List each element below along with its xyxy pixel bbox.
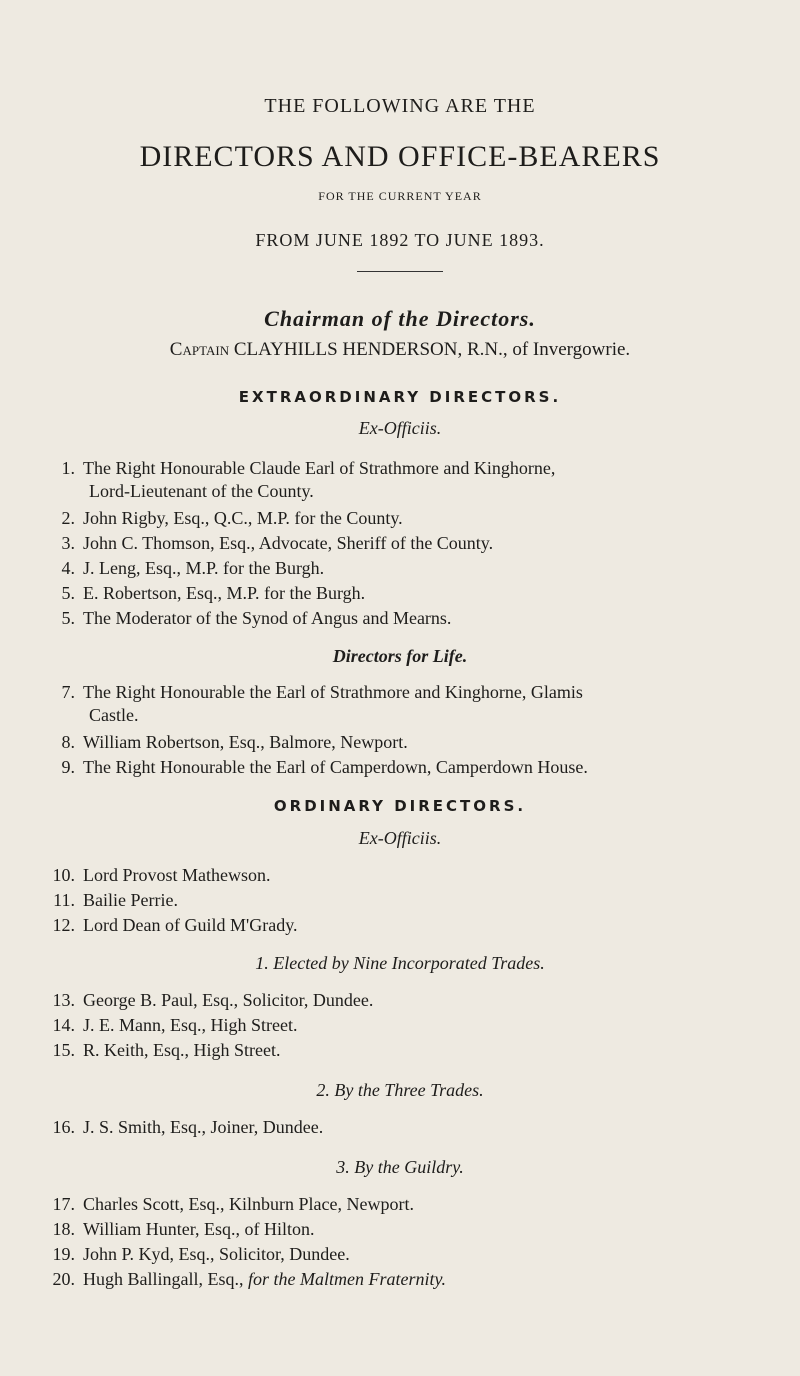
chairman-name: CLAYHILLS HENDERSON, R.N., of Invergowrie. [233, 339, 631, 360]
list-item: 3. John C. Thomson, Esq., Advocate, Sheriff of the County. [61, 533, 494, 553]
list-item: 14. J. E. Mann, Esq., High Street. [52, 1015, 298, 1035]
chairman-line [0, 339, 800, 361]
group-heading-three-trades: 2. By the Three Trades. [316, 1080, 484, 1100]
list-item: 5. E. Robertson, Esq., M.P. for the Burgh. [61, 583, 366, 603]
list-item: 19. John P. Kyd, Esq., Solicitor, Dundee. [52, 1244, 350, 1264]
list-item: 9. The Right Honourable the Earl of Camperdown, Camperdown House. [61, 757, 588, 777]
list-item: 17. Charles Scott, Esq., Kilnburn Place, Newport. [52, 1194, 414, 1214]
list-item-continuation: Castle. [89, 705, 139, 725]
list-item: 20. Hugh Ballingall, Esq., for the Maltmen Fraternity. [52, 1269, 446, 1289]
divider-rule [357, 271, 443, 272]
directors-for-life-heading: Directors for Life. [332, 646, 468, 666]
extraordinary-directors-heading: EXTRAORDINARY DIRECTORS. [238, 388, 562, 406]
list-item: 8. William Robertson, Esq., Balmore, Newport. [61, 732, 408, 752]
heading-date-range: FROM JUNE 1892 TO JUNE 1893. [255, 230, 545, 250]
heading-current-year: FOR THE CURRENT YEAR [318, 189, 482, 203]
extraordinary-ex-officiis-heading: Ex-Officiis. [358, 418, 442, 438]
group-heading-incorporated-trades: 1. Elected by Nine Incorporated Trades. [255, 953, 545, 973]
list-item: 18. William Hunter, Esq., of Hilton. [52, 1219, 315, 1239]
list-item: 12. Lord Dean of Guild M'Grady. [52, 915, 298, 935]
heading-title: DIRECTORS AND OFFICE-BEARERS [139, 140, 661, 173]
list-item: 4. J. Leng, Esq., M.P. for the Burgh. [61, 558, 325, 578]
list-item-continuation: Lord-Lieutenant of the County. [89, 481, 314, 501]
ordinary-ex-officiis-heading: Ex-Officiis. [358, 828, 442, 848]
list-item: 5. The Moderator of the Synod of Angus and Mearns. [61, 608, 452, 628]
list-item: 7. The Right Honourable the Earl of Strathmore and Kinghorne, Glamis [61, 682, 583, 702]
list-item: 11. Bailie Perrie. [53, 890, 178, 910]
list-item: 1. The Right Honourable Claude Earl of Strathmore and Kinghorne, [61, 458, 556, 478]
group-heading-guildry: 3. By the Guildry. [336, 1157, 464, 1177]
ordinary-directors-heading: ORDINARY DIRECTORS. [273, 797, 527, 815]
list-item: 2. John Rigby, Esq., Q.C., M.P. for the County. [61, 508, 403, 528]
list-item: 13. George B. Paul, Esq., Solicitor, Dundee. [52, 990, 374, 1010]
list-item: 16. J. S. Smith, Esq., Joiner, Dundee. [52, 1117, 324, 1137]
list-item: 15. R. Keith, Esq., High Street. [52, 1040, 281, 1060]
list-item: 10. Lord Provost Mathewson. [52, 865, 271, 885]
heading-intro: THE FOLLOWING ARE THE [264, 95, 536, 117]
chairman-prefix: Captain [169, 339, 230, 360]
chairman-heading: Chairman of the Directors. [264, 306, 536, 331]
